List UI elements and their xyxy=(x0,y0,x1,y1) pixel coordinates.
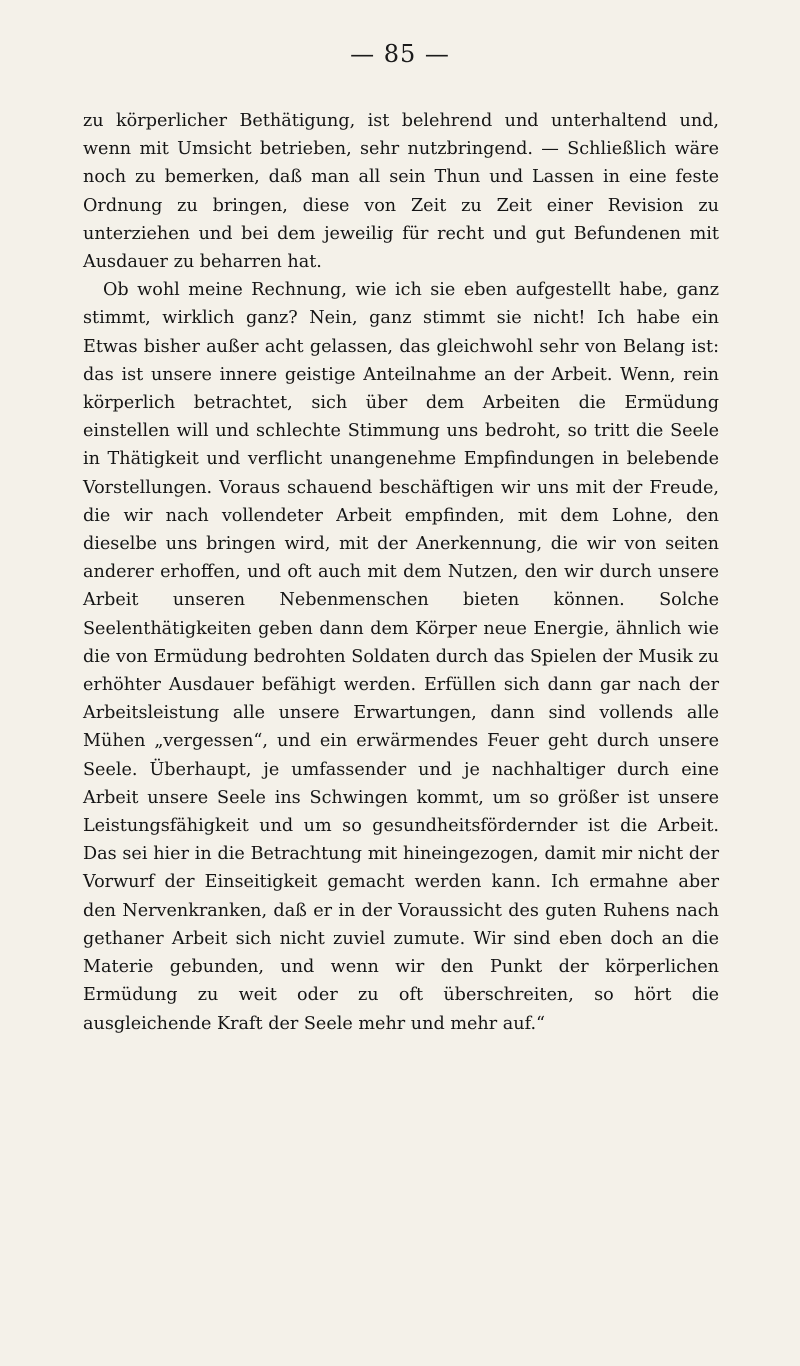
page-number: — 85 — xyxy=(350,40,450,68)
paragraph-1: zu körperlicher Bethätigung, ist belehrend und unterhaltend und, wenn mit Umsicht betrieben, sehr nutzbringend. — Schließlich wäre noch zu bemerken, daß man all sein Thun und Lassen in eine feste Ordnung zu bringen, diese von Zeit zu Zeit einer Revision zu unterziehen und bei dem jeweilig für recht und gut Befundenen mit Ausdauer zu beharren hat. xyxy=(83,111,719,273)
paragraph-2: Ob wohl meine Rechnung, wie ich sie eben aufgestellt habe, ganz stimmt, wirklich ganz? Nein, ganz stimmt sie nicht! Ich habe ein Etwas bisher außer acht gelassen, das gleichwohl sehr von Belang ist: das ist unsere innere geistige Anteilnahme an der Arbeit. Wenn, rein körperlich betrachtet, sich über dem Arbeiten die Ermüdung einstellen will und schlechte Stimmung uns bedroht, so tritt die Seele in Thätigkeit und verflicht unangenehme Empfindungen in belebende Vorstellungen. Voraus schauend beschäftigen wir uns mit der Freude, die wir nach vollendeter Arbeit empfinden, mit dem Lohne, den dieselbe uns bringen wird, mit der Anerkennung, die wir von seiten anderer erhoffen, und oft auch mit dem Nutzen, den wir durch unsere Arbeit unseren Nebenmenschen bieten können. Solche Seelenthätigkeiten geben dann dem Körper neue Energie, ähnlich wie die von Ermüdung bedrohten Soldaten durch das Spielen der Musik zu erhöhter Ausdauer befähigt werden. Erfüllen sich dann gar nach der Arbeitsleistung alle unsere Erwartungen, dann sind vollends alle Mühen „vergessen“, und ein erwärmendes Feuer geht durch unsere Seele. Überhaupt, je umfassender und je nachhaltiger durch eine Arbeit unsere Seele ins Schwingen kommt, um so größer ist unsere Leistungsfähigkeit und um so gesundheitsfördernder ist die Arbeit. Das sei hier in die Betrachtung mit hineingezogen, damit mir nicht der Vorwurf der Einseitigkeit gemacht werden kann. Ich ermahne aber den Nervenkranken, daß er in der Voraussicht des guten Ruhens nach gethaner Arbeit sich nicht zuviel zumute. Wir sind eben doch an die Materie gebunden, und wenn wir den Punkt der körperlichen Ermüdung zu weit oder zu oft überschreiten, so hört die ausgleichende Kraft der Seele mehr und mehr auf.“ xyxy=(83,280,719,1034)
body-text xyxy=(83,107,719,1038)
